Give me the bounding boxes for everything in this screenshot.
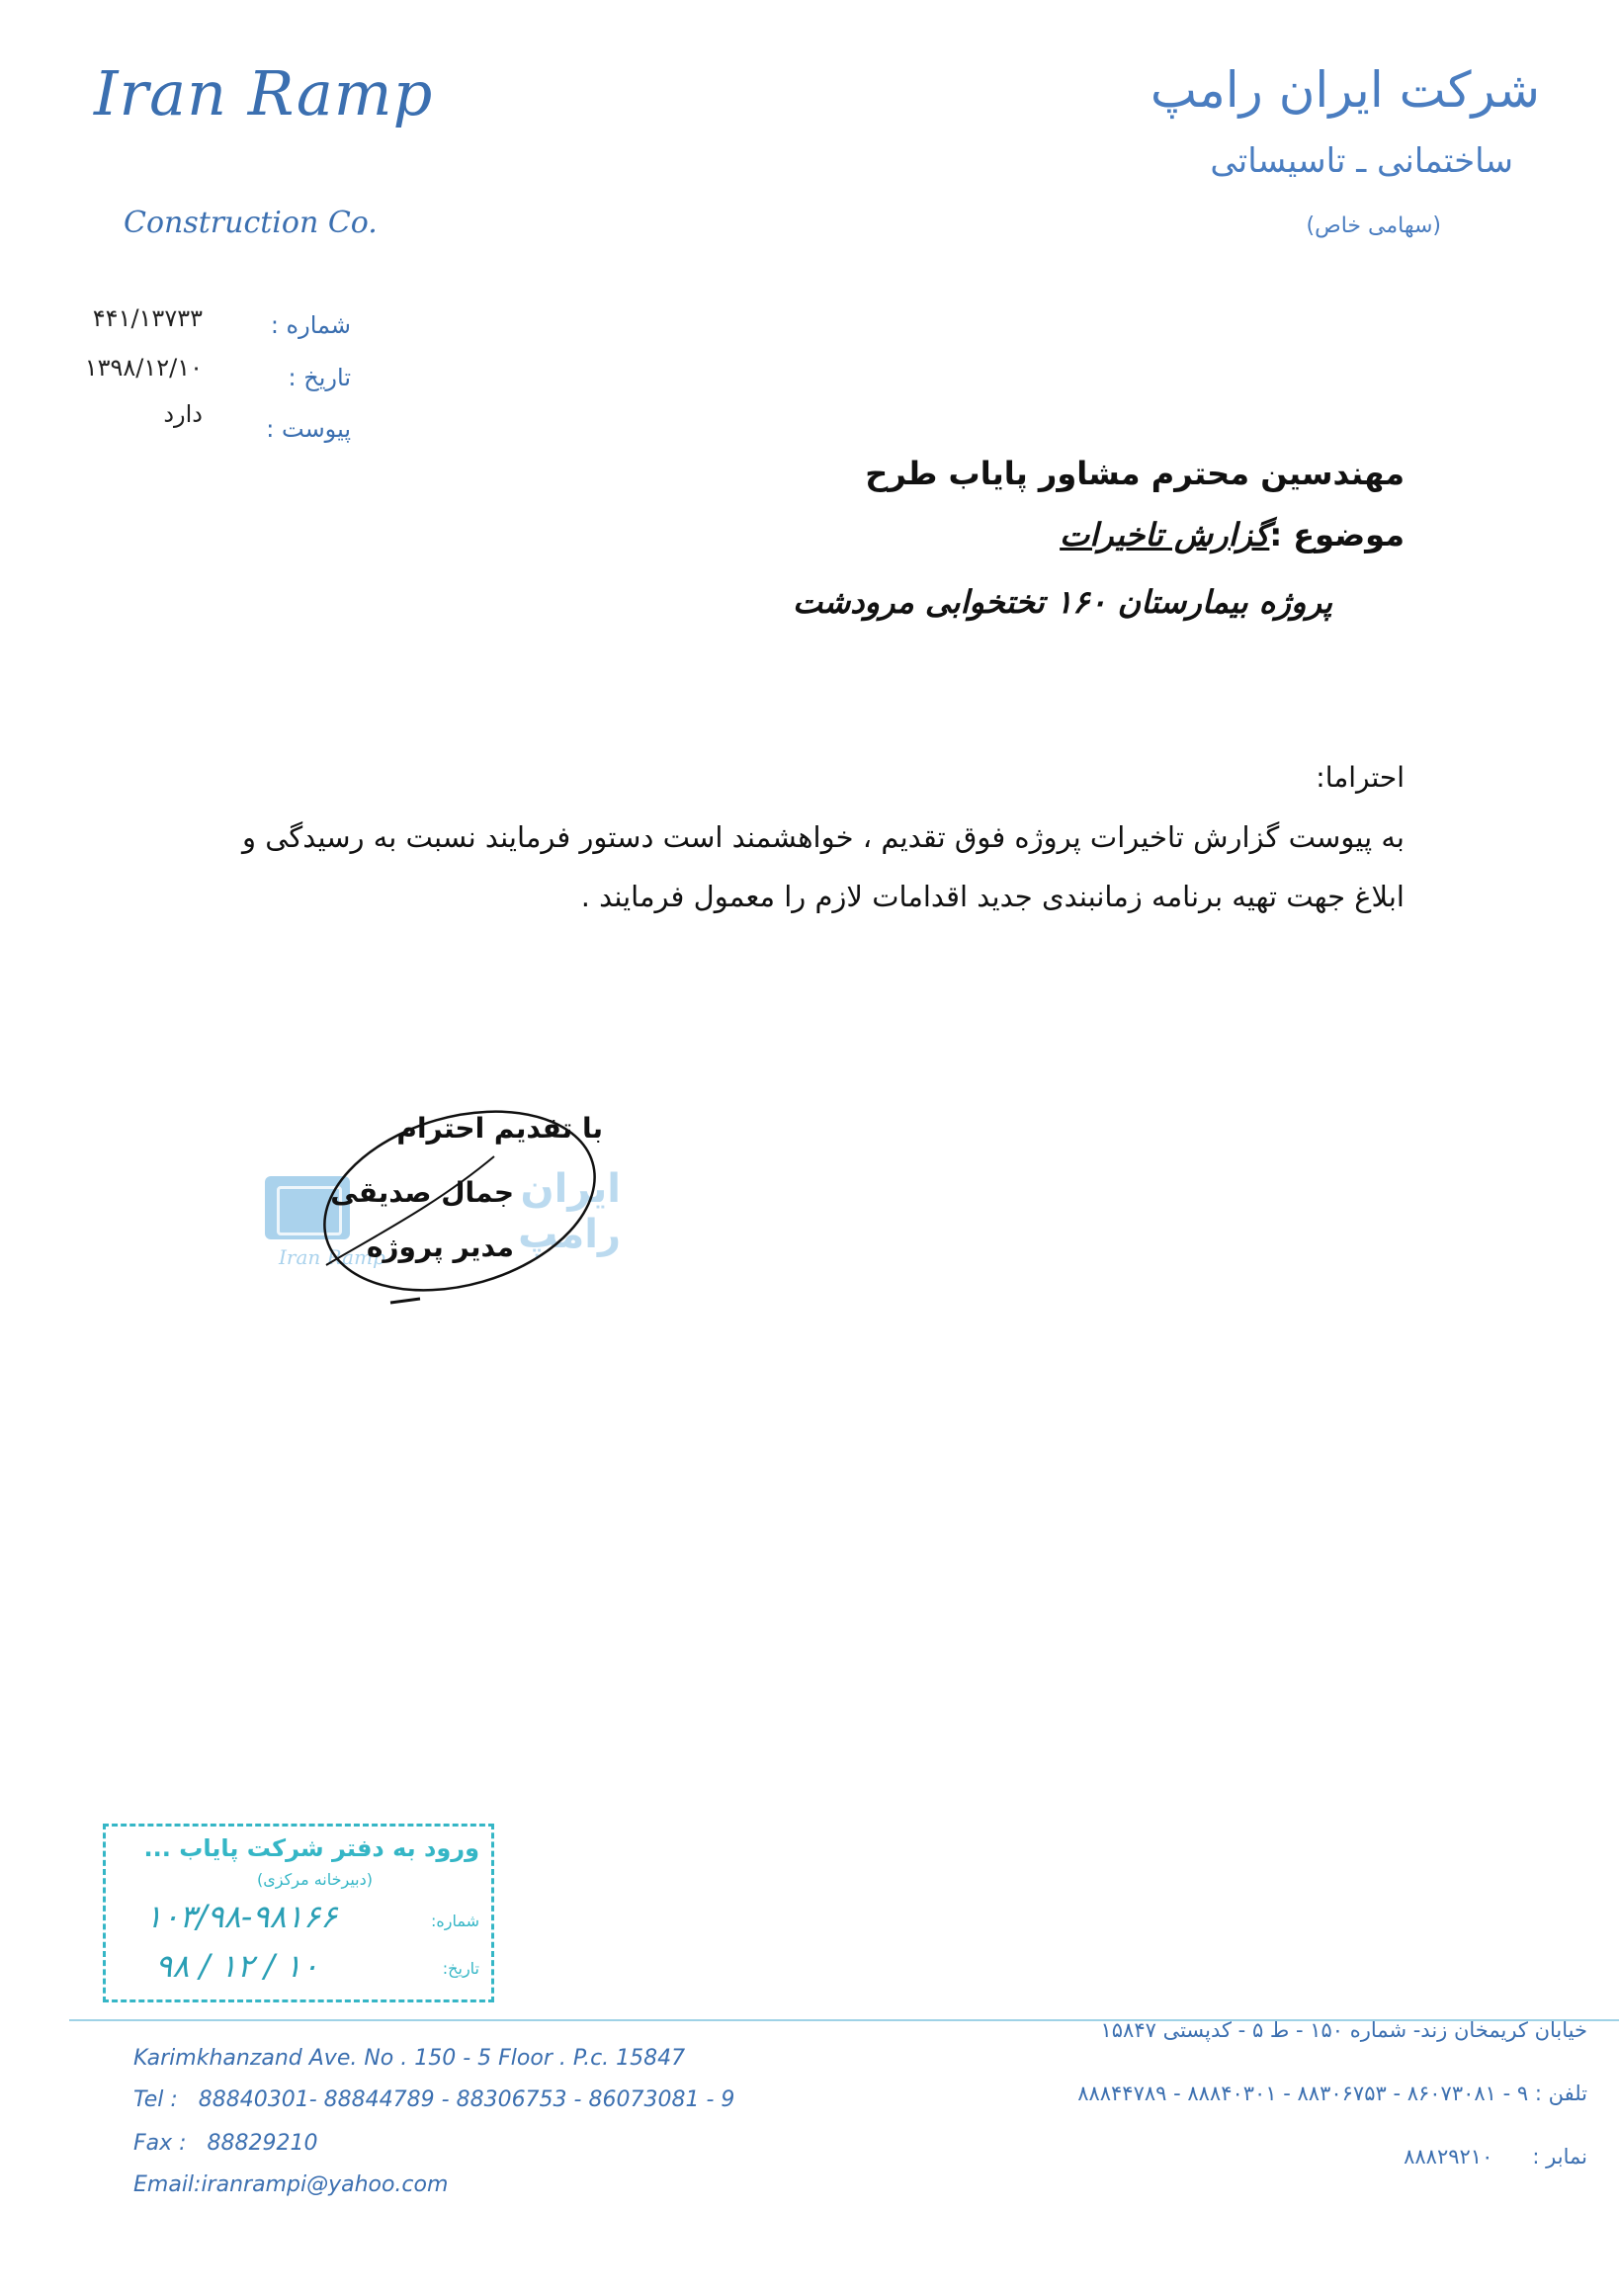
footer-tel-en-value: 88840301- 88844789 - 88306753 - 86073081 - 9 xyxy=(198,2087,735,2112)
greeting: احتراما: xyxy=(1316,761,1405,794)
signature-closing: با تقدیم احترام xyxy=(396,1112,603,1145)
footer-tel-en-label: Tel : xyxy=(133,2087,178,2112)
subject-label: موضوع : xyxy=(1269,516,1405,553)
footer-address-fa: خیابان کریمخان زند- شماره ۱۵۰ - ط ۵ - کدپستی ۱۵۸۴۷ xyxy=(1100,2018,1587,2042)
footer-fax-en-value: 88829210 xyxy=(207,2131,318,2156)
attachment-label: پیوست : xyxy=(266,415,351,443)
seal-text-en: Iran Ramp xyxy=(279,1245,385,1269)
date-label: تاریخ : xyxy=(288,364,351,391)
stamp-line-2: (دبیرخانه مرکزی) xyxy=(257,1870,373,1889)
project-line: پروژه بیمارستان ۱۶۰ تختخوابی مرودشت xyxy=(793,583,1332,621)
footer-email-en: Email:iranrampi@yahoo.com xyxy=(133,2172,449,2197)
stamp-line-1: ورود به دفتر شرکت پایاب ... xyxy=(143,1834,479,1862)
footer-fax-fa-value: ۸۸۸۲۹۲۱۰ xyxy=(1404,2145,1493,2168)
body-line-2: ابلاغ جهت تهیه برنامه زمانبندی جدید اقدامات لازم را معمول فرمایند . xyxy=(580,880,1405,913)
footer-tel-fa: تلفن : ۹ - ۸۶۰۷۳۰۸۱ - ۸۸۳۰۶۷۵۳ - ۸۸۸۴۰۳۰۱ - ۸۸۸۴۴۷۸۹ xyxy=(1077,2082,1587,2105)
company-subtitle-en: Construction Co. xyxy=(124,206,378,240)
number-value: ۴۴۱/۱۳۷۳۳ xyxy=(92,304,203,332)
attachment-value: دارد xyxy=(163,400,203,428)
number-label: شماره : xyxy=(270,311,351,339)
signature-name: جمال صدیقی xyxy=(330,1176,514,1209)
footer-fax-en-label: Fax : xyxy=(133,2131,187,2156)
received-stamp xyxy=(103,1824,494,2002)
company-name-fa: شرکت ایران رامپ xyxy=(1150,61,1540,119)
stamp-number-value: ۱۰۳/۹۸-۹۸۱۶۶ xyxy=(145,1898,338,1935)
signature-title: مدیر پروژه xyxy=(366,1231,514,1263)
stamp-number-label: شماره: xyxy=(430,1912,479,1930)
footer-fax-fa-label: نمابر : xyxy=(1532,2145,1587,2168)
footer-address-en: Karimkhanzand Ave. No . 150 - 5 Floor . P.c. 15847 xyxy=(133,2046,686,2071)
footer-fax-en xyxy=(133,2131,318,2156)
stamp-date-label: تاریخ: xyxy=(442,1959,479,1978)
subject-line xyxy=(1060,516,1405,553)
subject-value: گزارش تاخیرات xyxy=(1060,516,1270,553)
body-line-1: به پیوست گزارش تاخیرات پروژه فوق تقدیم ، خواهشمند است دستور فرمایند نسبت به رسیدگی و xyxy=(242,820,1405,854)
stamp-date-value: ۹۸ / ۱۲ / ۱۰ xyxy=(155,1947,319,1985)
footer-tel-en xyxy=(133,2087,734,2112)
footer-fax-fa xyxy=(1404,2145,1587,2168)
date-value: ۱۳۹۸/۱۲/۱۰ xyxy=(84,354,203,382)
seal-text-fa: ایران رامپ xyxy=(518,1166,621,1257)
company-name-en: Iran Ramp xyxy=(94,57,434,129)
company-type-fa: (سهامی خاص) xyxy=(1306,213,1441,238)
company-subtitle-fa: ساختمانی ـ تاسیساتی xyxy=(1210,141,1513,181)
recipient-line: مهندسین محترم مشاور پایاب طرح xyxy=(865,455,1405,492)
